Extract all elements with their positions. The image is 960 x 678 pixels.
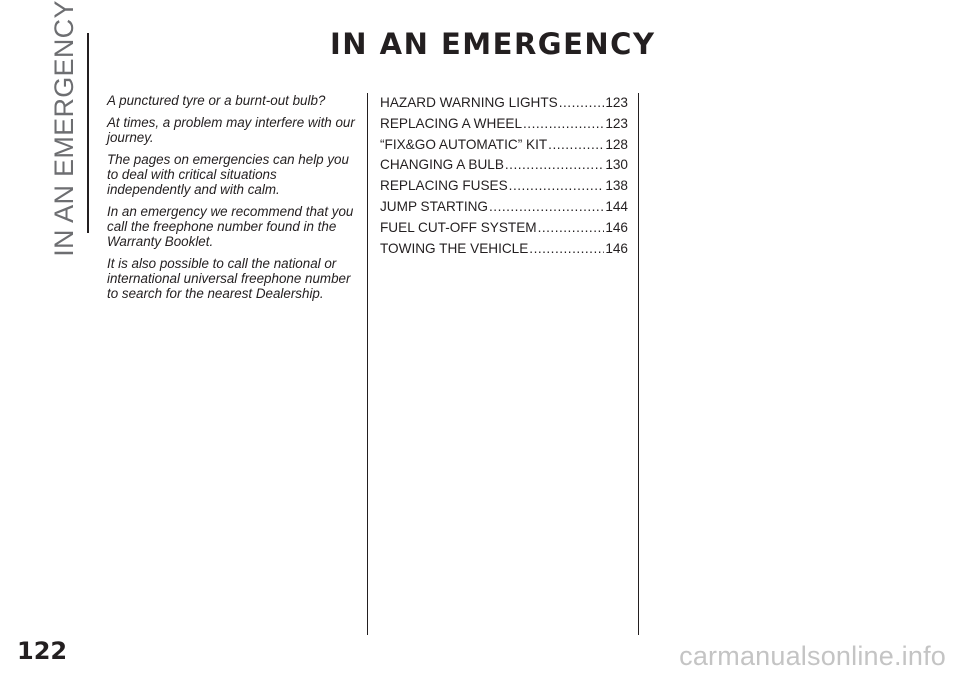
- toc-entry-title: “FIX&GO AUTOMATIC” KIT: [380, 136, 548, 152]
- intro-text: [107, 93, 359, 308]
- toc-entry-page: 123: [605, 115, 628, 131]
- toc-leader-dots: [509, 176, 605, 197]
- toc-entry-title: HAZARD WARNING LIGHTS: [380, 95, 558, 110]
- toc-entry[interactable]: [380, 218, 628, 239]
- toc-leader-dots: [489, 197, 604, 218]
- toc-entry-page: 138: [605, 178, 628, 194]
- page-title: IN AN EMERGENCY: [330, 27, 656, 61]
- page-number: 122: [17, 637, 68, 665]
- toc-entry-page: 146: [605, 219, 628, 235]
- toc-entry-page: 130: [605, 157, 628, 173]
- toc-entry[interactable]: [380, 176, 628, 197]
- intro-paragraph: In an emergency we recommend that you call the freephone number found in the Warranty Booklet.: [107, 204, 354, 249]
- toc-entry-title: CHANGING A BULB: [380, 157, 504, 173]
- column-divider-left: [367, 93, 368, 635]
- toc-entry-page: 146: [605, 240, 628, 256]
- intro-paragraph: The pages on emergencies can help you to deal with critical situations independently and with calm.: [107, 152, 349, 197]
- toc-leader-dots: [505, 155, 604, 176]
- site-watermark: carmanualsonline.info: [679, 641, 946, 671]
- side-tab-rule: [87, 33, 89, 233]
- intro-paragraph: At times, a problem may interfere with our journey.: [107, 115, 355, 145]
- toc-entry-page: 123: [605, 95, 628, 110]
- toc-leader-dots: [523, 114, 604, 135]
- toc-entry-title: TOWING THE VEHICLE: [380, 240, 529, 256]
- toc-leader-dots: [529, 239, 604, 260]
- toc-entry-title: FUEL CUT-OFF SYSTEM: [380, 219, 537, 235]
- toc-entry[interactable]: [380, 135, 628, 156]
- toc-entry[interactable]: [380, 114, 628, 135]
- toc-entry[interactable]: [380, 155, 628, 176]
- intro-paragraph: It is also possible to call the national or international universal freephone number to search for the nearest Dealership.: [107, 256, 351, 301]
- toc-entry-title: REPLACING FUSES: [380, 178, 508, 194]
- column-divider-right: [638, 93, 639, 635]
- table-of-contents: [380, 93, 628, 259]
- toc-entry-page: 144: [605, 198, 628, 214]
- toc-leader-dots: [559, 93, 605, 114]
- toc-leader-dots: [538, 218, 605, 239]
- toc-entry-page: 128: [605, 136, 628, 152]
- toc-entry[interactable]: [380, 239, 628, 260]
- intro-paragraph: A punctured tyre or a burnt-out bulb?: [107, 93, 326, 108]
- toc-entry-title: REPLACING A WHEEL: [380, 115, 523, 131]
- toc-leader-dots: [548, 135, 604, 156]
- section-side-tab: [44, 0, 84, 257]
- section-side-tab-label: IN AN EMERGENCY: [48, 0, 79, 257]
- toc-entry-title: JUMP STARTING: [380, 198, 489, 214]
- toc-entry[interactable]: [380, 197, 628, 218]
- toc-entry[interactable]: [380, 93, 628, 114]
